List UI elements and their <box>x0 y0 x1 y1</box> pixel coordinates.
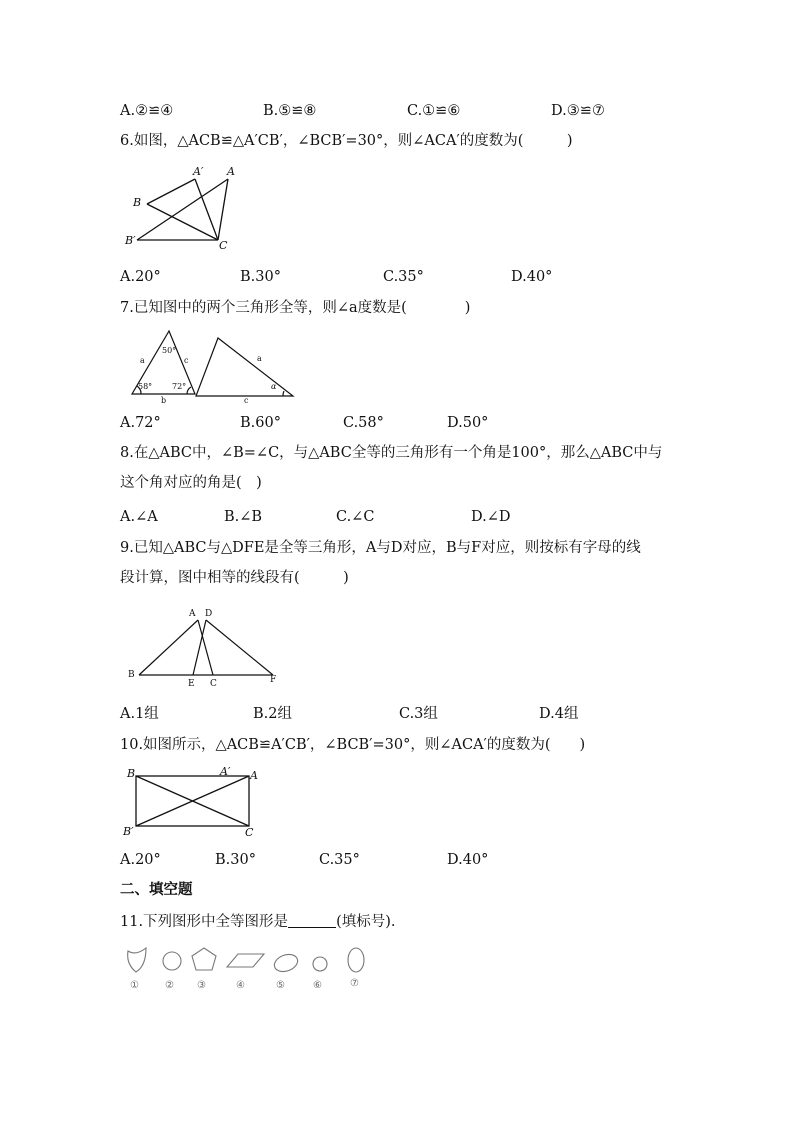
q6-option-b: B.30° <box>240 269 281 285</box>
q11-label-6: ⑥ <box>313 980 322 991</box>
q9-label-c: C <box>210 679 217 689</box>
q7-label-c-right: c <box>244 396 249 405</box>
q10-label-a: A <box>250 769 258 782</box>
q11-label-4: ④ <box>236 980 245 991</box>
q9-label-e: E <box>188 679 195 689</box>
q9-label-b: B <box>128 670 135 680</box>
q11-figure <box>120 940 380 995</box>
q11-text-before: 11.下列图形中全等图形是 <box>120 914 289 930</box>
q8-text-line1: 8.在△ABC中，∠B=∠C，与△ABC全等的三角形有一个角是100°，那么△ABC中与 <box>120 445 663 461</box>
q10-text: 10.如图所示，△ACB≌A′CB′，∠BCB′=30°，则∠ACA′的度数为( ) <box>120 737 586 753</box>
q7-label-alpha: α <box>271 382 277 391</box>
q11-label-1: ① <box>130 980 139 991</box>
section-title-fill-in: 二、填空题 <box>120 882 193 898</box>
q7-label-58: 58° <box>138 382 153 391</box>
q9-label-d: D <box>205 609 213 619</box>
q7-label-a-right: a <box>257 354 262 363</box>
q7-label-c-left: c <box>184 356 189 365</box>
q9-figure <box>120 602 290 690</box>
q9-label-a: A <box>189 609 196 619</box>
q11-label-5: ⑤ <box>276 980 285 991</box>
q5-option-a: A.②≌④ <box>120 103 174 119</box>
q9-option-a: A.1组 <box>120 706 159 722</box>
q5-option-c: C.①≌⑥ <box>407 103 461 119</box>
q6-figure <box>120 160 250 252</box>
q8-option-a: A.∠A <box>120 509 158 525</box>
q11-answer-blank <box>288 913 336 928</box>
q8-option-d: D.∠D <box>471 509 511 525</box>
q10-figure <box>120 762 270 840</box>
q9-text-line2: 段计算，图中相等的线段有( ) <box>120 570 349 586</box>
q6-option-a: A.20° <box>120 269 161 285</box>
q5-option-b: B.⑤≌⑧ <box>263 103 317 119</box>
q6-label-c: C <box>219 239 228 252</box>
q10-option-d: D.40° <box>447 852 489 868</box>
q7-label-b: b <box>161 396 167 405</box>
q5-option-d: D.③≌⑦ <box>551 103 605 119</box>
q11-text-after: (填标号). <box>336 914 396 930</box>
q7-label-a-left: a <box>140 356 145 365</box>
q10-label-b: B <box>127 767 136 780</box>
q7-figure <box>120 325 310 405</box>
q7-label-72: 72° <box>172 382 187 391</box>
q6-label-a-prime: A′ <box>193 165 204 178</box>
q8-option-b: B.∠B <box>224 509 263 525</box>
q10-option-b: B.30° <box>215 852 256 868</box>
q6-label-b: B <box>133 196 142 209</box>
q10-option-c: C.35° <box>319 852 360 868</box>
q8-text-line2: 这个角对应的角是( ) <box>120 475 262 491</box>
q10-option-a: A.20° <box>120 852 161 868</box>
q10-label-a-prime: A′ <box>220 765 231 778</box>
q7-option-b: B.60° <box>240 415 281 431</box>
q6-option-d: D.40° <box>511 269 553 285</box>
q7-text: 7.已知图中的两个三角形全等，则∠a度数是( ) <box>120 300 471 316</box>
q11-label-3: ③ <box>197 980 206 991</box>
q9-option-d: D.4组 <box>539 706 579 722</box>
q7-label-50: 50° <box>162 346 177 355</box>
q10-label-b-prime: B′ <box>123 825 134 838</box>
q11-label-2: ② <box>165 980 174 991</box>
q6-text: 6.如图，△ACB≌△A′CB′，∠BCB′=30°，则∠ACA′的度数为( ) <box>120 133 573 149</box>
q9-text-line1: 9.已知△ABC与△DFE是全等三角形，A与D对应，B与F对应，则按标有字母的线 <box>120 540 641 556</box>
q11-text <box>120 912 396 932</box>
q9-label-f: F <box>270 675 277 685</box>
q11-label-7: ⑦ <box>350 978 359 989</box>
q10-label-c: C <box>245 826 254 839</box>
q8-option-c: C.∠C <box>336 509 375 525</box>
q9-option-c: C.3组 <box>399 706 438 722</box>
q7-option-a: A.72° <box>120 415 161 431</box>
q6-option-c: C.35° <box>383 269 424 285</box>
q7-option-d: D.50° <box>447 415 489 431</box>
q6-label-a: A <box>227 165 235 178</box>
q6-label-b-prime: B′ <box>125 234 136 247</box>
q7-option-c: C.58° <box>343 415 384 431</box>
q9-option-b: B.2组 <box>253 706 292 722</box>
